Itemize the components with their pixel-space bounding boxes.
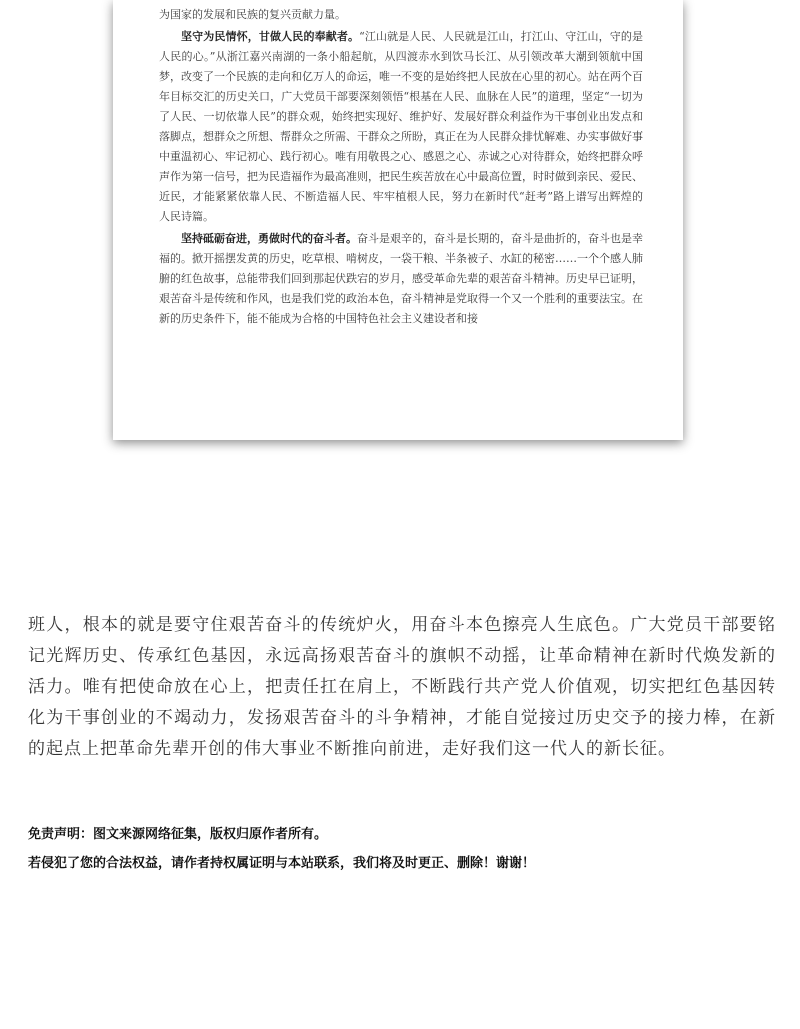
- article-body-text: 班人，根本的就是要守住艰苦奋斗的传统炉火，用奋斗本色擦亮人生底色。广大党员干部要铭记光辉历史、传承红色基因，永远高扬艰苦奋斗的旗帜不动摇，让革命精神在新时代焕发新的活力。唯有把使命放在心上，把责任扛在肩上，不断践行共产党人价值观，切实把红色基因转化为干事创业的不竭动力，发扬艰苦奋斗的斗争精神，才能自觉接过历史交予的接力棒，在新的起点上把革命先辈开创的伟大事业不断推向前进，走好我们这一代人的新长征。: [28, 615, 776, 759]
- disclaimer-line-2: 若侵犯了您的合法权益，请作者持权属证明与本站联系，我们将及时更正、删除！谢谢！: [28, 856, 536, 871]
- disclaimer-line-1: 免责声明：图文来源网络征集，版权归原作者所有。: [28, 827, 328, 842]
- doc-paragraph-1-text: 为国家的发展和民族的复兴贡献力量。: [159, 8, 346, 21]
- doc-paragraph-3-heading: 坚持砥砺奋进，勇做时代的奋斗者。: [181, 232, 357, 245]
- doc-paragraph-3: [159, 229, 643, 329]
- document-page-preview: [113, 0, 683, 440]
- doc-paragraph-3-text: 奋斗是艰辛的，奋斗是长期的，奋斗是曲折的，奋斗也是幸福的。掀开摇摆发黄的历史，吃草根、啃树皮，一袋干粮、半条被子、水缸的秘密……一个个感人肺腑的红色故事，总能带我们回到那起伏跌宕的岁月，感受革命先辈的艰苦奋斗精神。历史早已证明，艰苦奋斗是传统和作风，也是我们党的政治本色，奋斗精神是党取得一个又一个胜利的重要法宝。在新的历史条件下，能不能成为合格的中国特色社会主义建设者和接: [159, 232, 643, 325]
- doc-paragraph-1: [159, 5, 643, 25]
- doc-paragraph-2-heading: 坚守为民情怀，甘做人民的奉献者。: [181, 30, 360, 43]
- disclaimer: [28, 820, 776, 878]
- doc-paragraph-2-text: “江山就是人民、人民就是江山，打江山、守江山，守的是人民的心。”从浙江嘉兴南湖的一条小船起航，从四渡赤水到饮马长江、从引领改革大潮到领航中国梦，改变了一个民族的走向和亿万人的命运，唯一不变的是始终把人民放在心里的初心。站在两个百年目标交汇的历史关口，广大党员干部要深刻领悟“根基在人民、血脉在人民”的道理，坚定“一切为了人民、一切依靠人民”的群众观，始终把实现好、维护好、发展好群众利益作为干事创业出发点和落脚点，想群众之所想、帮群众之所需、干群众之所盼，真正在为人民群众排忧解难、办实事做好事中重温初心、牢记初心、践行初心。唯有用敬畏之心、感恩之心、赤诚之心对待群众，始终把群众呼声作为第一信号，把为民造福作为最高准则，把民生疾苦放在心中最高位置，时时做到亲民、爱民、近民，才能紧紧依靠人民、不断造福人民、牢牢植根人民，努力在新时代“赶考”路上谱写出辉煌的人民诗篇。: [159, 30, 644, 223]
- doc-paragraph-2: [159, 27, 643, 227]
